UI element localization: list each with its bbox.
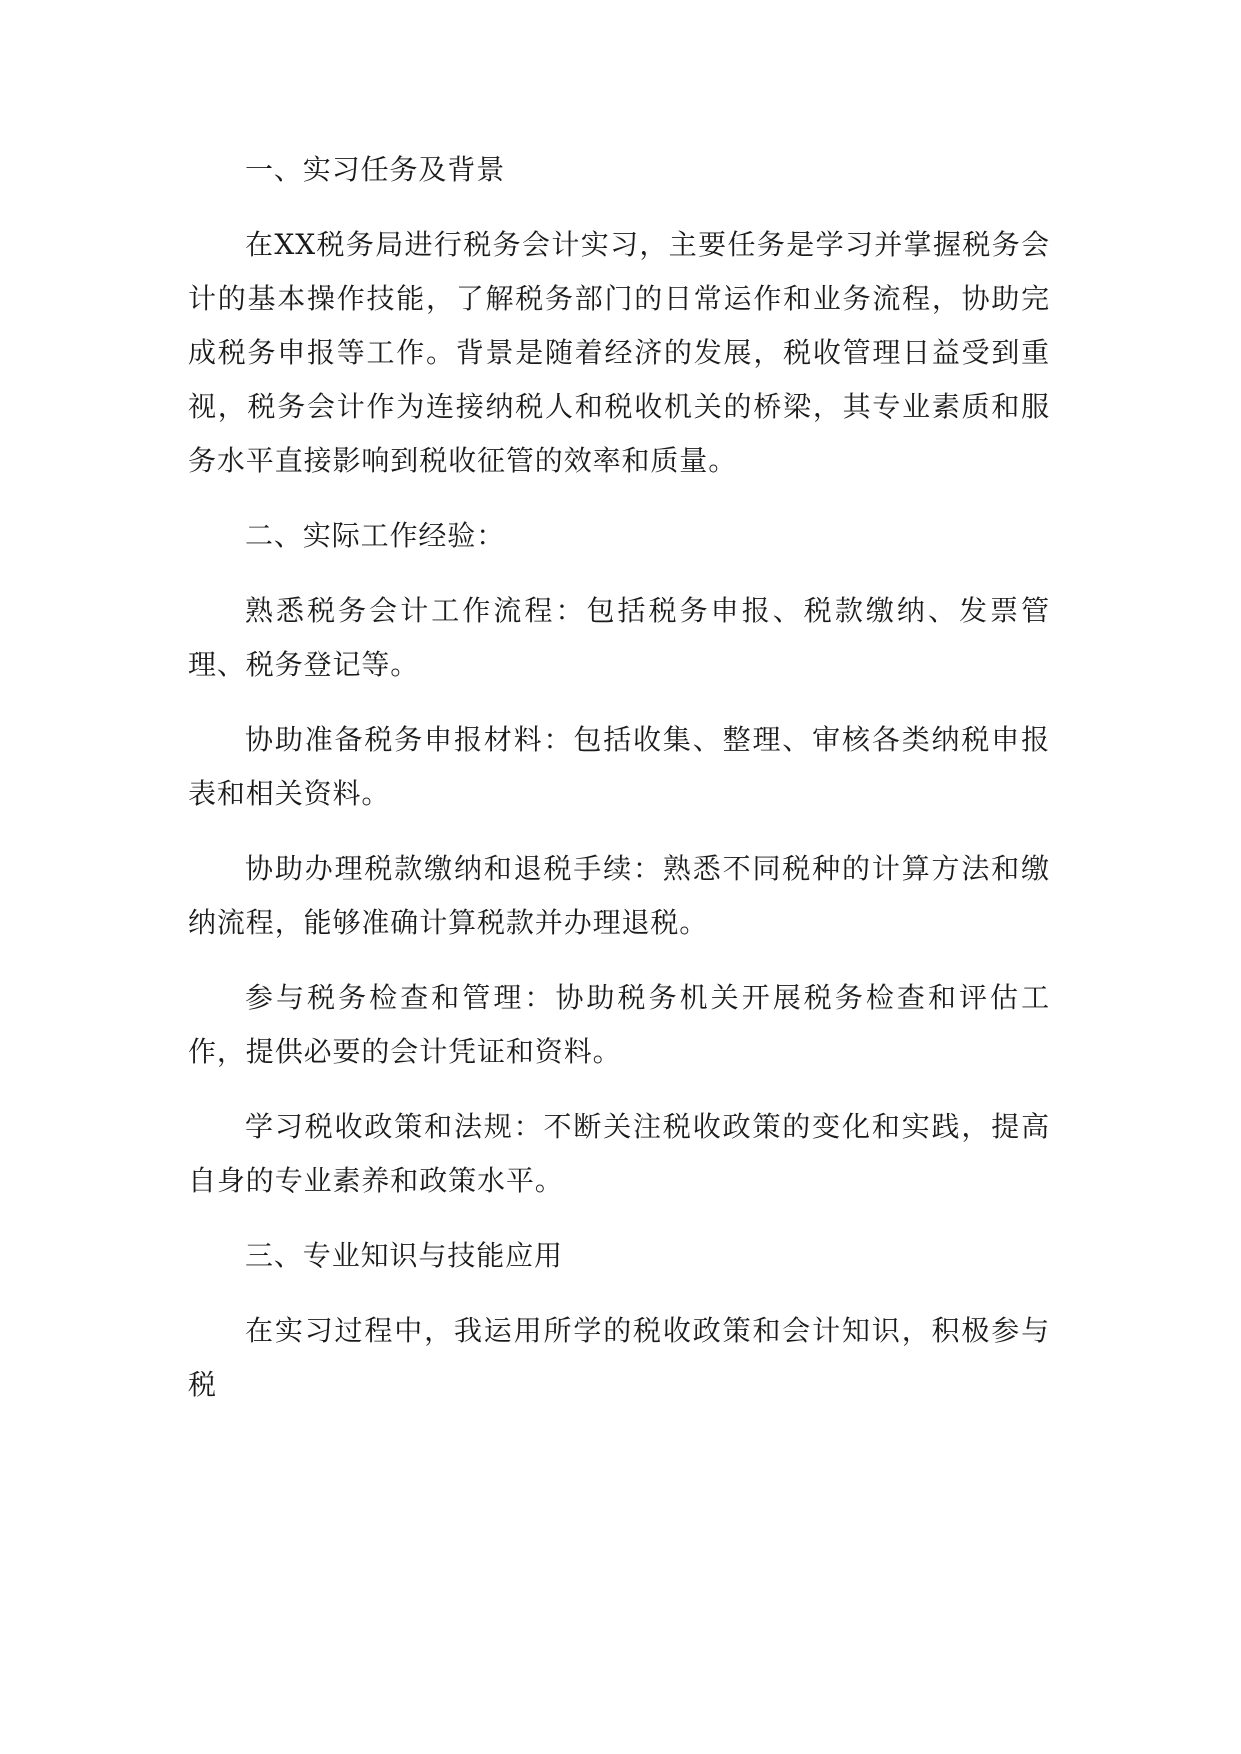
paragraph-tax-payment: 协助办理税款缴纳和退税手续：熟悉不同税种的计算方法和缴纳流程，能够准确计算税款并办理退税。	[188, 852, 1050, 939]
paragraph-declaration-materials: 协助准备税务申报材料：包括收集、整理、审核各类纳税申报表和相关资料。	[188, 723, 1050, 810]
section-heading-2: 二、实际工作经验：	[245, 519, 506, 552]
paragraph-tax-inspection: 参与税务检查和管理：协助税务机关开展税务检查和评估工作，提供必要的会计凭证和资料。	[188, 981, 1050, 1068]
section-heading-1: 一、实习任务及背景	[245, 153, 506, 186]
paragraph-task-background: 在XX税务局进行税务会计实习，主要任务是学习并掌握税务会计的基本操作技能，了解税务部门的日常运作和业务流程，协助完成税务申报等工作。背景是随着经济的发展，税收管理日益受到重视，税务会计作为连接纳税人和税收机关的桥梁，其专业素质和服务水平直接影响到税收征管的效率和质量。	[188, 228, 1050, 477]
paragraph-knowledge-application: 在实习过程中，我运用所学的税收政策和会计知识，积极参与税	[188, 1314, 1050, 1401]
paragraph-workflow: 熟悉税务会计工作流程：包括税务申报、税款缴纳、发票管理、税务登记等。	[188, 594, 1050, 681]
section-heading-3: 三、专业知识与技能应用	[245, 1239, 563, 1272]
document-body	[188, 143, 1050, 1433]
paragraph-policy-study: 学习税收政策和法规：不断关注税收政策的变化和实践，提高自身的专业素养和政策水平。	[188, 1110, 1050, 1197]
